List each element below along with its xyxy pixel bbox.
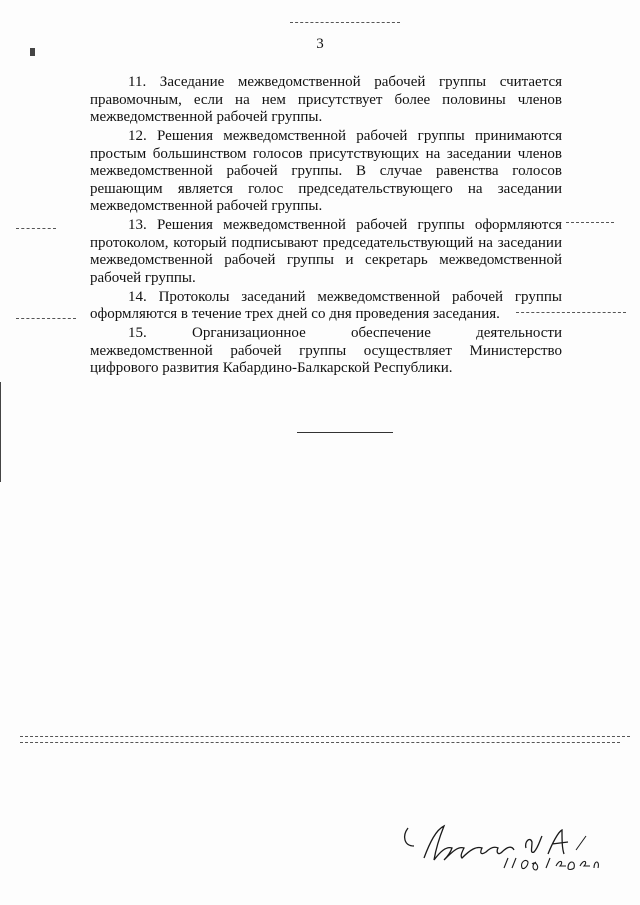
document-body [90,74,562,379]
paragraph-12: 12. Решения межведомственной рабочей группы принимаются простым большинством голосов присутствующих на заседании членов межведомственной рабочей группы. В случае равенства голосов решающим является голос председательствующего на заседании межведомственной рабочей группы. [90,127,562,215]
scan-artifact-line [20,742,620,743]
page-number: 3 [316,36,324,52]
paragraph-11: 11. Заседание межведомственной рабочей группы считается правомочным, если на нем присутствует более половины членов межведомственной рабочей группы. [90,74,562,126]
scan-artifact-line [20,736,630,737]
scan-artifact-top [290,22,400,23]
end-separator-line [297,432,393,433]
scan-artifact-line [566,222,614,223]
paragraph-15: 15. Организационное обеспечение деятельности межведомственной рабочей группы осуществляет Министерство цифрового развития Кабардино-Балкарской Республики. [90,325,562,377]
signature-drawing [400,822,600,878]
paragraph-14: 14. Протоколы заседаний межведомственной рабочей группы оформляются в течение трех дней со дня проведения заседания. [90,288,562,323]
scan-artifact-line [16,228,56,229]
paragraph-13: 13. Решения межведомственной рабочей группы оформляются протоколом, который подписывают председательствующий на заседании межведомственной рабочей группы и секретарь межведомственной рабочей группы. [90,217,562,286]
scan-artifact-line [16,318,76,319]
scan-artifact-edge [0,382,1,482]
handwritten-signature [400,822,600,878]
